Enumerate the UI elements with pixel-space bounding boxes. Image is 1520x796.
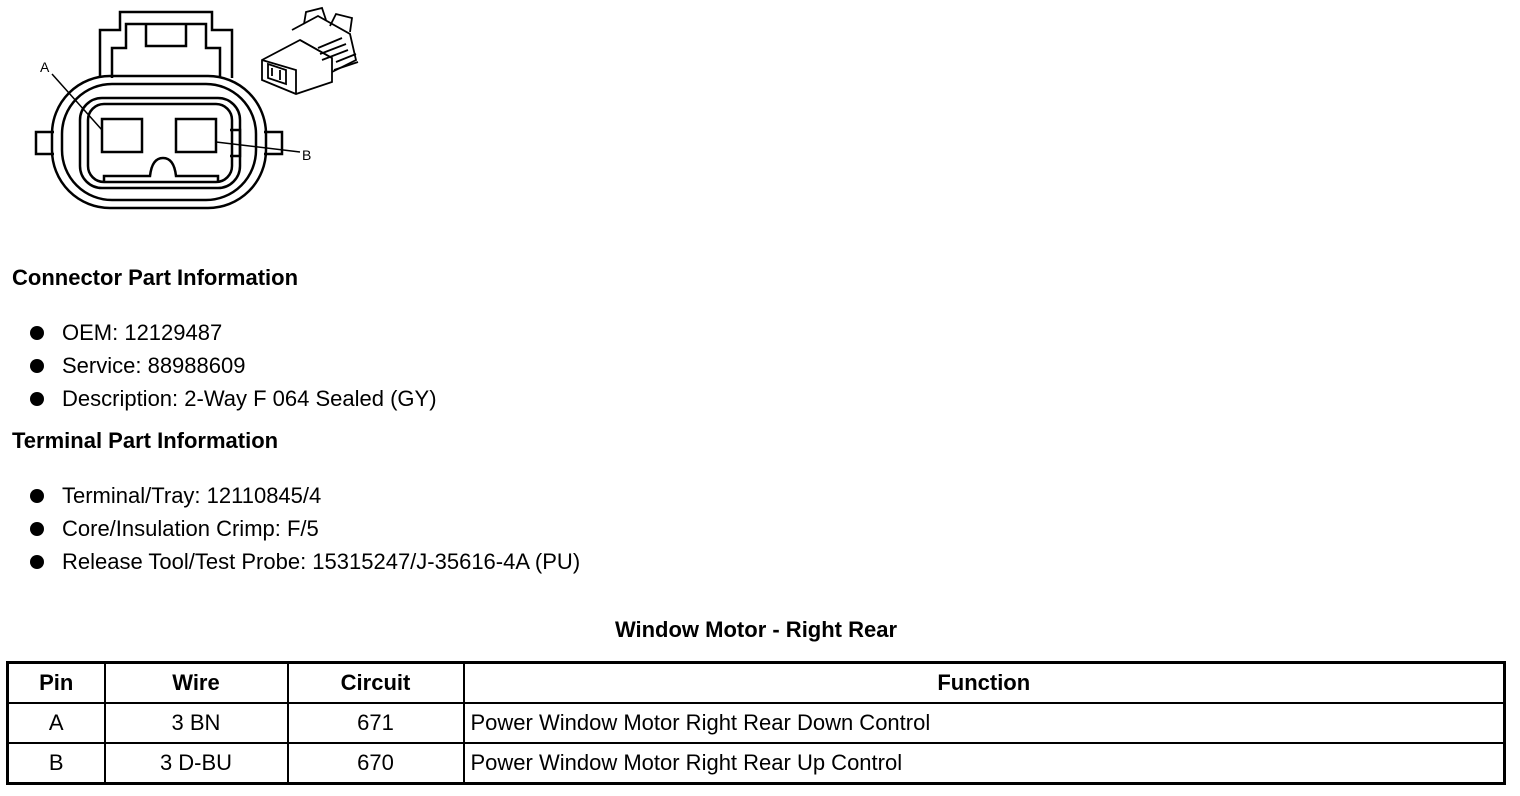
header-function: Function <box>464 663 1505 704</box>
pin-label-a: A <box>40 59 50 75</box>
connector-info-heading: Connector Part Information <box>12 265 299 290</box>
connector-face-diagram <box>0 0 380 220</box>
connector-3d-icon <box>262 8 358 94</box>
cell-pin: B <box>8 743 105 784</box>
service-part-number: Service: 88988609 <box>62 353 246 378</box>
bullet-icon <box>30 359 44 373</box>
release-tool-test-probe: Release Tool/Test Probe: 15315247/J-35616-4A (PU) <box>62 549 581 574</box>
list-item <box>30 483 580 516</box>
list-item <box>30 386 437 419</box>
bullet-icon <box>30 489 44 503</box>
header-wire: Wire <box>105 663 288 704</box>
cell-circuit: 671 <box>288 703 464 743</box>
connector-info-list <box>30 320 437 419</box>
list-item <box>30 353 437 386</box>
list-item <box>30 320 437 353</box>
cell-wire: 3 D-BU <box>105 743 288 784</box>
pin-table <box>6 661 1506 785</box>
list-item <box>30 549 580 582</box>
oem-part-number: OEM: 12129487 <box>62 320 223 345</box>
header-circuit: Circuit <box>288 663 464 704</box>
bullet-icon <box>30 326 44 340</box>
table-row <box>8 703 1505 743</box>
bullet-icon <box>30 392 44 406</box>
cell-function: Power Window Motor Right Rear Up Control <box>464 743 1505 784</box>
list-item <box>30 516 580 549</box>
terminal-info-heading: Terminal Part Information <box>12 428 279 453</box>
connector-description: Description: 2-Way F 064 Sealed (GY) <box>62 386 437 411</box>
header-pin: Pin <box>8 663 105 704</box>
terminal-info-list <box>30 483 580 582</box>
terminal-tray: Terminal/Tray: 12110845/4 <box>62 483 322 508</box>
bullet-icon <box>30 555 44 569</box>
table-header-row <box>8 663 1505 704</box>
pin-table-title: Window Motor - Right Rear <box>614 617 898 642</box>
cell-pin: A <box>8 703 105 743</box>
pin-label-b: B <box>302 147 312 163</box>
cell-function: Power Window Motor Right Rear Down Control <box>464 703 1505 743</box>
cell-circuit: 670 <box>288 743 464 784</box>
table-row <box>8 743 1505 784</box>
cell-wire: 3 BN <box>105 703 288 743</box>
bullet-icon <box>30 522 44 536</box>
core-insulation-crimp: Core/Insulation Crimp: F/5 <box>62 516 319 541</box>
